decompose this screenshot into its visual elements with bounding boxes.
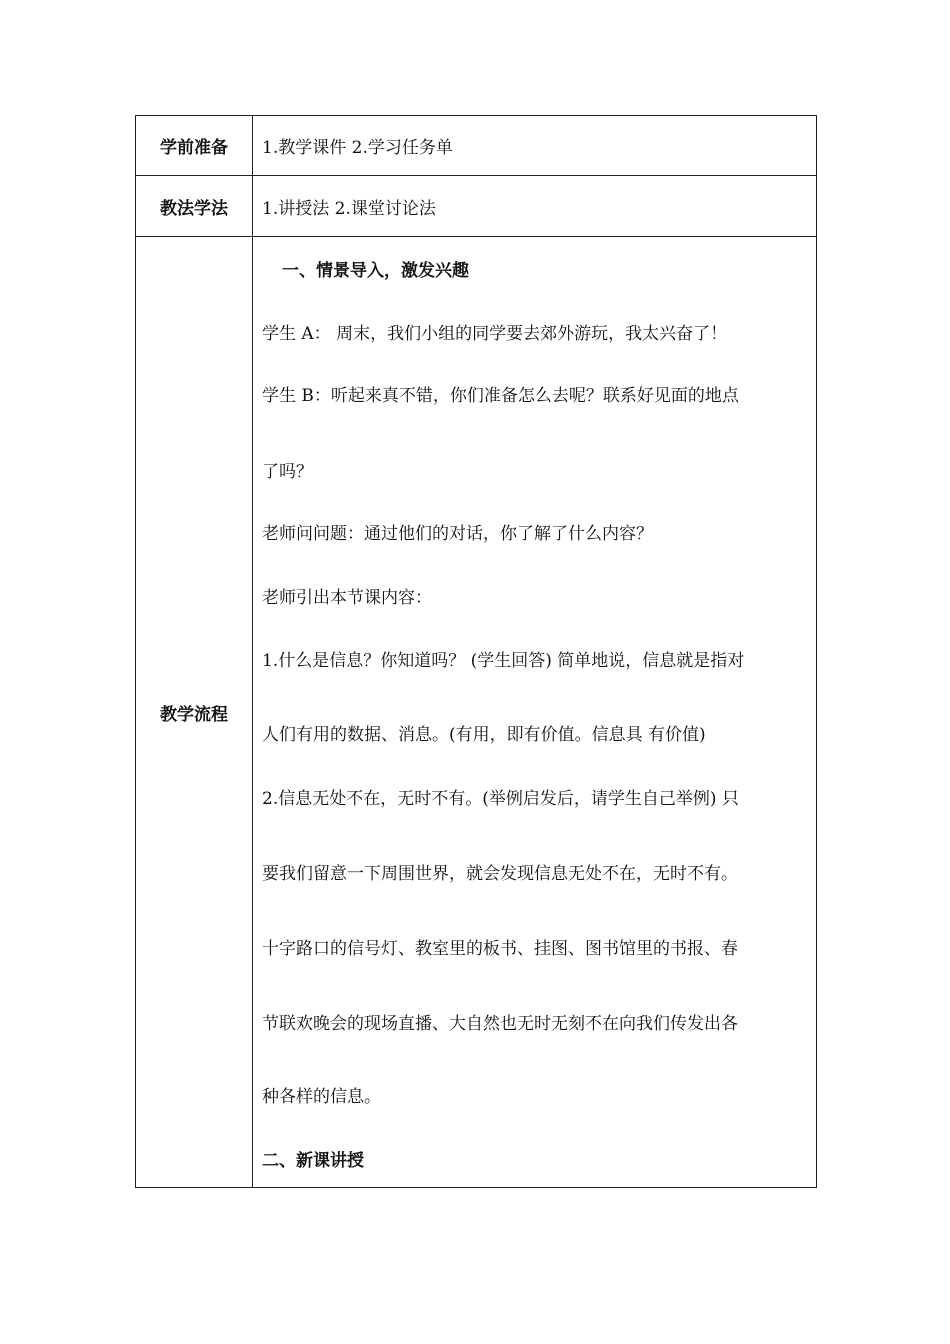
paragraph-line: 老师引出本节课内容： <box>262 588 432 608</box>
section-heading-new-lesson: 二、新课讲授 <box>262 1151 364 1171</box>
paragraph-line: 种各样的信息。 <box>262 1087 381 1107</box>
row-label-flow: 教学流程 <box>136 237 253 1188</box>
paragraph-line: 节联欢晚会的现场直播、大自然也无时无刻不在向我们传发出各 <box>262 1014 738 1034</box>
paragraph-line: 2.信息无处不在，无时不有。(举例启发后，请学生自己举例) 只 <box>262 789 739 809</box>
paragraph-line: 学生 B：听起来真不错，你们准备怎么去呢？联系好见面的地点 <box>262 386 739 406</box>
paragraph-line: 学生 A： 周末，我们小组的同学要去郊外游玩，我太兴奋了！ <box>262 324 728 344</box>
paragraph-line: 老师问问题：通过他们的对话，你了解了什么内容？ <box>262 524 653 544</box>
row-value-methods: 1.讲授法 2.课堂讨论法 <box>253 176 817 237</box>
paragraph-line: 了吗？ <box>262 462 313 482</box>
teaching-flow-content <box>253 237 817 1188</box>
paragraph-line: 十字路口的信号灯、教室里的板书、挂图、图书馆里的书报、春 <box>262 939 738 959</box>
row-label-methods: 教法学法 <box>136 176 253 237</box>
row-label-preparation: 学前准备 <box>136 116 253 176</box>
paragraph-line: 人们有用的数据、消息。(有用，即有价值。信息具 有价值) <box>262 725 706 745</box>
section-heading-intro: 一、情景导入，激发兴趣 <box>282 261 469 281</box>
row-value-preparation: 1.教学课件 2.学习任务单 <box>253 116 817 176</box>
table-row <box>136 176 817 237</box>
table-row <box>136 237 817 1188</box>
table-row <box>136 116 817 176</box>
paragraph-line: 要我们留意一下周围世界，就会发现信息无处不在，无时不有。 <box>262 864 738 884</box>
flow-text-block <box>262 237 808 1187</box>
lesson-plan-table <box>135 115 817 1188</box>
paragraph-line: 1.什么是信息？你知道吗？ (学生回答) 简单地说，信息就是指对 <box>262 651 745 671</box>
